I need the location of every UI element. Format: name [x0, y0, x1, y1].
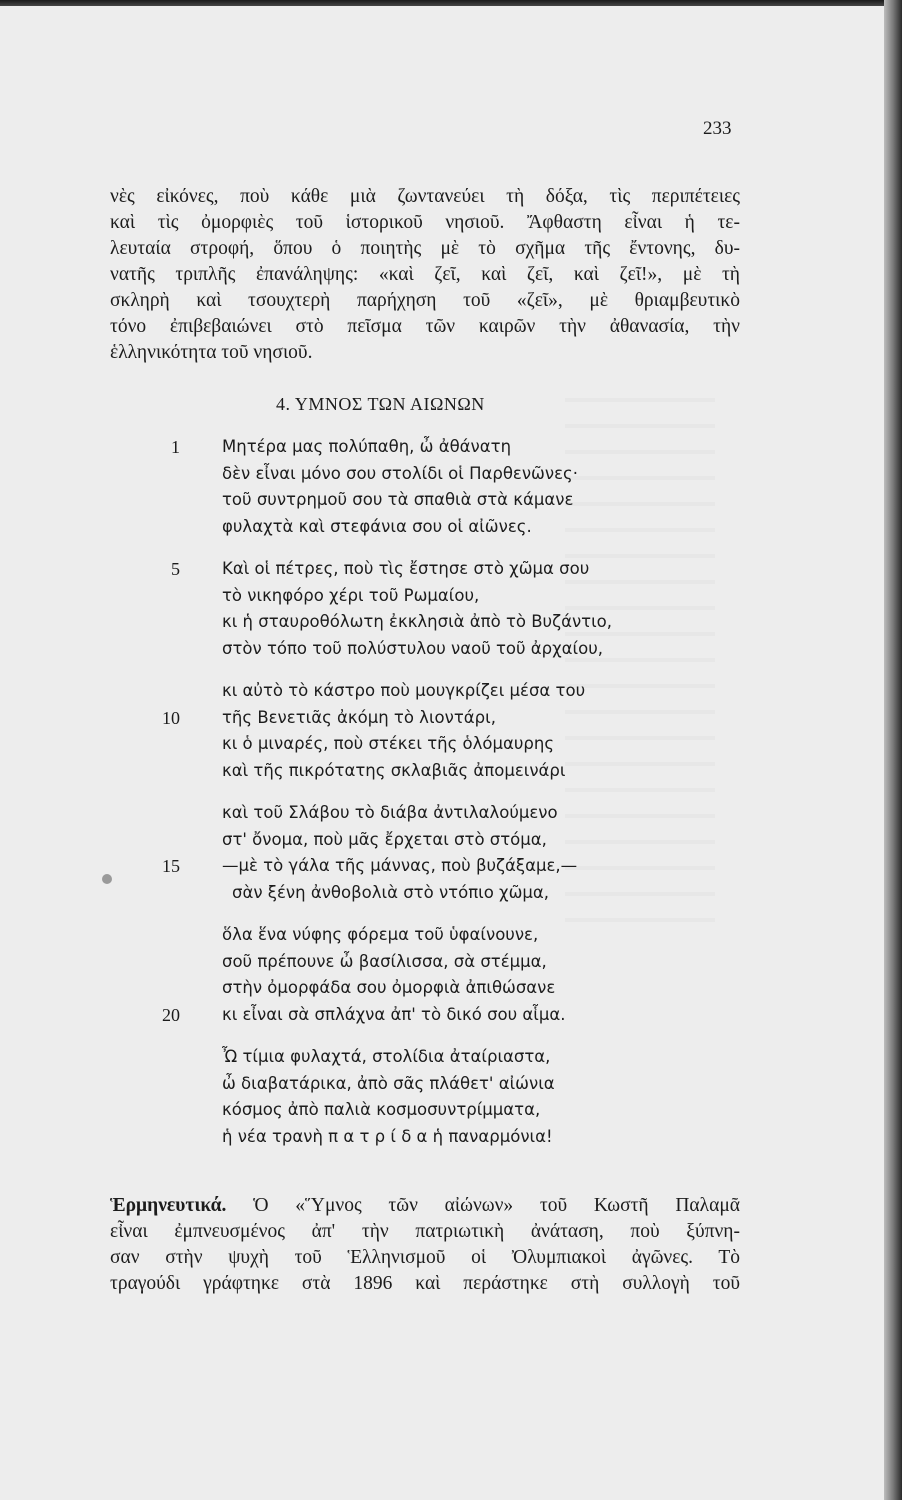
verse-text: Μητέρα μας πολύπαθη, ὦ ἀθάνατη — [222, 437, 512, 456]
verse-line — [0, 949, 884, 976]
verse-line — [0, 975, 884, 1002]
verse-text: στὸν τόπο τοῦ πολύστυλου ναοῦ τοῦ ἀρχαίου, — [222, 638, 604, 658]
verse-line — [0, 434, 884, 461]
verse-text: φυλαχτὰ καὶ στεφάνια σου οἱ αἰῶνες. — [222, 516, 532, 536]
margin-dot-mark — [102, 874, 112, 884]
commentary-line: τραγούδι γράφτηκε στὰ 1896 καὶ περάστηκε στὴ συλλογὴ τοῦ — [110, 1273, 740, 1294]
verse-line — [0, 461, 884, 488]
verse-text: κι αὐτὸ τὸ κάστρο ποὺ μουγκρίζει μέσα του — [222, 681, 586, 700]
verse-line — [0, 487, 884, 514]
verse-line — [0, 853, 884, 880]
commentary-line: εἶναι ἐμπνευσμένος ἀπ' τὴν πατριωτικὴ ἀνάταση, ποὺ ξύπνη- — [110, 1221, 740, 1242]
intro-paragraph — [110, 184, 740, 366]
verse-text: δὲν εἶναι μόνο σου στολίδι οἱ Παρθενῶνες· — [222, 463, 578, 483]
intro-line: νὲς εἰκόνες, ποὺ κάθε μιὰ ζωντανεύει τὴ δόξα, τὶς περιπέτειες — [110, 186, 740, 207]
verse-text: τὸ νικηφόρο χέρι τοῦ Ρωμαίου, — [222, 585, 480, 605]
poem-stanza — [0, 1044, 884, 1150]
verse-line — [0, 758, 884, 785]
verse-line — [0, 1124, 884, 1151]
verse-line — [0, 1002, 884, 1029]
verse-line — [0, 880, 884, 907]
verse-line — [0, 800, 884, 827]
verse-line — [0, 556, 884, 583]
poem-stanza — [0, 922, 884, 1028]
verse-line — [0, 827, 884, 854]
poem-stanza — [0, 556, 884, 662]
verse-text: σὰν ξένη ἀνθοβολιὰ στὸ ντόπιο χῶμα, — [232, 882, 550, 902]
verse-text: —μὲ τὸ γάλα τῆς μάννας, ποὺ βυζάξαμε,— — [222, 856, 578, 875]
commentary-line: σαν στὴν ψυχὴ τοῦ Ἑλληνισμοῦ οἱ Ὀλυμπιακοὶ ἀγῶνες. Τὸ — [110, 1247, 740, 1268]
verse-text: κι ἡ σταυροθόλωτη ἐκκλησιὰ ἀπὸ τὸ Βυζάντιο, — [222, 612, 613, 631]
intro-line: ἑλληνικότητα τοῦ νησιοῦ. — [110, 342, 313, 363]
verse-line — [0, 922, 884, 949]
page-right-edge-shadow — [884, 0, 902, 1500]
poem-stanza — [0, 678, 884, 784]
verse-line — [0, 1071, 884, 1098]
verse-text: ὅλα ἕνα νύφης φόρεμα τοῦ ὑφαίνουνε, — [222, 925, 539, 944]
verse-line — [0, 1044, 884, 1071]
line-number: 20 — [162, 1004, 180, 1025]
page-number: 233 — [703, 118, 732, 139]
verse-text: κι ὁ μιναρές, ποὺ στέκει τῆς ὁλόμαυρης — [222, 734, 555, 753]
verse-text: κι εἶναι σὰ σπλάχνα ἀπ' τὸ δικό σου αἷμα. — [222, 1004, 566, 1024]
verse-text: ὦ διαβατάρικα, ἀπὸ σᾶς πλάθετ' αἰώνια — [222, 1073, 555, 1093]
poem-title: 4. ΥΜΝΟΣ ΤΩΝ ΑΙΩΝΩΝ — [276, 394, 485, 414]
poem-body — [0, 434, 884, 1166]
commentary-paragraph — [110, 1193, 740, 1297]
verse-line — [0, 1097, 884, 1124]
verse-text: Καὶ οἱ πέτρες, ποὺ τὶς ἔστησε στὸ χῶμα σου — [222, 559, 590, 578]
poem-stanza — [0, 434, 884, 540]
verse-text: καὶ τοῦ Σλάβου τὸ διάβα ἀντιλαλούμενο — [222, 803, 558, 822]
verse-text: τῆς Βενετιᾶς ἀκόμη τὸ λιοντάρι, — [222, 707, 496, 727]
verse-text: Ὦ τίμια φυλαχτά, στολίδια ἀταίριαστα, — [222, 1047, 551, 1066]
verse-line — [0, 705, 884, 732]
verse-text: σοῦ πρέπουνε ὦ βασίλισσα, σὰ στέμμα, — [222, 951, 547, 971]
line-number: 15 — [162, 856, 180, 876]
verse-line — [0, 583, 884, 610]
commentary-first-text: Ὁ «Ὕμνος τῶν αἰώνων» τοῦ Κωστῆ Παλαμᾶ — [226, 1195, 740, 1216]
verse-text: κόσμος ἀπὸ παλιὰ κοσμοσυντρίμματα, — [222, 1100, 541, 1119]
intro-line: καὶ τὶς ὀμορφιὲς τοῦ ἱστορικοῦ νησιοῦ. Ἄφθαστη εἶναι ἡ τε- — [110, 212, 740, 233]
line-number: 5 — [171, 559, 180, 579]
line-number: 1 — [171, 437, 180, 457]
verse-text: καὶ τῆς πικρότατης σκλαβιᾶς ἀπομεινάρι — [222, 760, 566, 780]
verse-line — [0, 514, 884, 541]
verse-line — [0, 636, 884, 663]
line-number: 10 — [162, 707, 180, 728]
verse-text: τοῦ συντρημοῦ σου τὰ σπαθιὰ στὰ κάμανε — [222, 490, 574, 509]
verse-text: στ' ὄνομα, ποὺ μᾶς ἔρχεται στὸ στόμα, — [222, 829, 547, 849]
intro-line: σκληρὴ καὶ τσουχτερὴ παρήχηση τοῦ «ζεῖ», μὲ θριαμβευτικὸ — [110, 290, 740, 311]
intro-line: τόνο ἐπιβεβαιώνει στὸ πεῖσμα τῶν καιρῶν τὴν ἀθανασία, τὴν — [110, 316, 740, 337]
commentary-label: Ἑρμηνευτικά. — [110, 1195, 227, 1216]
verse-text: στὴν ὀμορφάδα σου ὀμορφιὰ ἀπιθώσανε — [222, 978, 556, 997]
verse-text: ἡ νέα τρανὴ π α τ ρ ί δ α ἡ παναρμόνια! — [222, 1126, 553, 1146]
verse-line — [0, 731, 884, 758]
intro-line: λευταία στροφή, ὅπου ὁ ποιητὴς μὲ τὸ σχῆμα τῆς ἔντονης, δυ- — [110, 238, 740, 259]
verse-line — [0, 678, 884, 705]
intro-line: νατῆς τριπλῆς ἐπανάληψης: «καὶ ζεῖ, καὶ ζεῖ, καὶ ζεῖ!», μὲ τὴ — [110, 264, 740, 285]
book-page — [0, 6, 884, 1500]
poem-stanza — [0, 800, 884, 906]
commentary-line — [110, 1193, 740, 1219]
verse-line — [0, 609, 884, 636]
